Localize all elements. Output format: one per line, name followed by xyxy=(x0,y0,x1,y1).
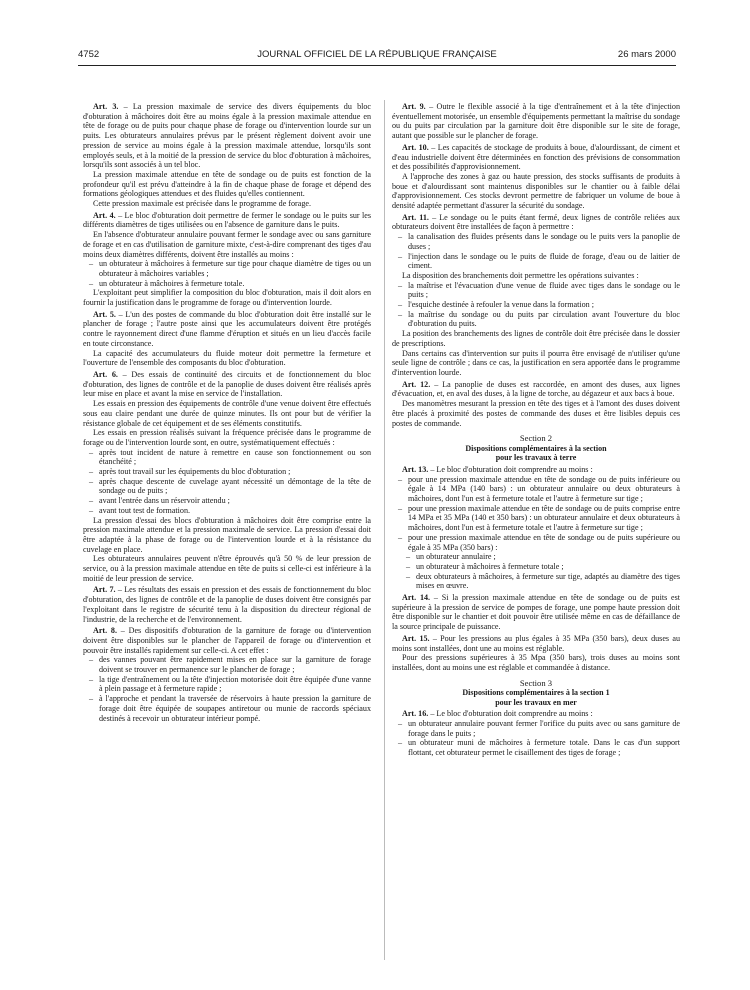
paragraph: La capacité des accumulateurs du fluide moteur doit permettre la fermeture et l'ouverture de l'ensemble des composants du bloc d'obturation. xyxy=(83,348,371,368)
list-item: – la maîtrise du sondage ou du puits par circulation avant l'ouverture du bloc d'obturation du puits. xyxy=(398,310,680,329)
article-11-list xyxy=(392,232,680,271)
article-8-list xyxy=(83,655,371,723)
paragraph: – Pour les pressions au plus égales à 35 MPa (350 bars), deux duses au moins sont installées, dont une au moins est réglable. xyxy=(392,633,680,653)
article-number: Art. 13. xyxy=(402,464,429,474)
list-item: – la canalisation des fluides présents dans le sondage ou le puits vers la panoplie de duses ; xyxy=(398,232,680,251)
section-3-subtitle xyxy=(392,688,680,707)
list-item: – l'injection dans le sondage ou le puits de fluide de forage, d'eau ou de laitier de ciment. xyxy=(398,252,680,271)
article-13-list xyxy=(392,475,680,553)
article-3 xyxy=(83,102,371,170)
list-item: – pour une pression maximale attendue en tête de sondage ou de puits inférieure ou égale à 14 MPa (140 bars) : un obturateur annulaire ou deux obturateurs à mâchoires, dont l'un est à fermeture totale et l'autre à fermeture sur tige ; xyxy=(398,475,680,504)
column-divider xyxy=(384,100,385,960)
article-number: Art. 5. xyxy=(93,309,116,319)
article-11 xyxy=(392,213,680,232)
section-subtitle-line: Dispositions complémentaires à la section 1 xyxy=(462,688,610,698)
article-number: Art. 12. xyxy=(402,379,431,389)
paragraph: Les essais en pression réalisés suivant la fréquence précisée dans le programme de forage ou de l'intervention lourde sont, en outre, systématiquement effectués : xyxy=(83,428,371,447)
article-13-sublist xyxy=(392,552,680,591)
article-number: Art. 8. xyxy=(93,626,118,636)
paragraph: La pression maximale attendue en tête de sondage ou de puits est fonction de la profondeur qu'il est prévu d'atteindre à la fin de chaque phase de forage et dépend des formations géologiques attendues et des fluides qu'elles contiennent. xyxy=(83,169,371,199)
paragraph: – L'un des postes de commande du bloc d'obturation doit être installé sur le plancher de forage ; l'autre poste ainsi que les accumulateurs doivent être protégés contre le rayonnement direct d'une flamme d'éruption et situés en un lieu d'accès facile en toute circonstance. xyxy=(83,309,371,348)
list-item: – à l'approche et pendant la traversée de réservoirs à haute pression la garniture de forage doit être équipée de soupapes antiretour ou munie de raccords spéciaux destinés à recevoir un obturateur intérieur pompé. xyxy=(89,694,371,723)
paragraph: L'exploitant peut simplifier la composition du bloc d'obturation, mais il doit alors en fournir la justification dans le programme de forage ou d'intervention lourde. xyxy=(83,288,371,308)
list-item: – avant tout test de formation. xyxy=(89,506,371,516)
section-subtitle-line: pour les travaux en mer xyxy=(495,697,577,707)
article-12 xyxy=(392,380,680,399)
paragraph: Des manomètres mesurant la pression en tête des tiges et à l'amont des duses doivent être placés à proximité des postes de commande des duses et être lisibles depuis ces postes de commande. xyxy=(392,399,680,428)
article-9 xyxy=(392,102,680,141)
article-number: Art. 3. xyxy=(93,102,119,111)
paragraph: – Le bloc d'obturation doit permettre de fermer le sondage ou le puits sur les différents diamètres de tiges utilisées ou en l'absence de garniture dans le puits. xyxy=(83,210,372,230)
article-number: Art. 7. xyxy=(93,585,116,595)
article-number: Art. 4. xyxy=(93,210,116,220)
article-7 xyxy=(83,585,371,624)
article-number: Art. 14. xyxy=(402,593,431,603)
list-item: – un obturateur annulaire ; xyxy=(406,552,680,562)
paragraph: A l'approche des zones à gaz ou haute pression, des stocks suffisants de produits à boue et d'alourdissant sont maintenus disponibles sur le chantier ou à faible délai d'approvisionnement. Ces stocks devront permettre de fabriquer un volume de boue à densité adaptée permettant d'assurer la sécurité du sondage. xyxy=(392,171,680,211)
article-4 xyxy=(83,211,371,230)
list-item: – après chaque descente de cuvelage ayant nécessité un démontage de la tête de sondage ou de puits ; xyxy=(89,477,371,496)
article-16-list xyxy=(392,719,680,758)
paragraph: – Des dispositifs d'obturation de la garniture de forage ou d'intervention doivent être disponibles sur le plancher de l'appareil de forage ou d'intervention et pouvoir être installés rapidement sur celle-ci. A cet effet : xyxy=(83,626,372,655)
list-item: – après tout travail sur les équipements du bloc d'obturation ; xyxy=(89,467,371,477)
paragraph: Les essais en pression des équipements de contrôle d'une venue doivent être effectués sous eau claire pendant une durée de quinze minutes. Ils ont pour but de vérifier la résistance globale de cet équipement et de ses éléments constitutifs. xyxy=(83,399,371,428)
paragraph: Dans certains cas d'intervention sur puits il pourra être envisagé de n'utiliser qu'une seule ligne de contrôle ; dans ce cas, la justification en sera apportée dans le programme d'intervention lourde. xyxy=(392,348,680,377)
list-item: – un obturateur à mâchoires à fermeture totale ; xyxy=(406,562,680,572)
paragraph: La disposition des branchements doit permettre les opérations suivantes : xyxy=(402,270,639,280)
article-15 xyxy=(392,634,680,653)
article-11-list-2 xyxy=(392,281,680,330)
article-13 xyxy=(392,465,680,475)
paragraph: – Les résultats des essais en pression et des essais de fonctionnement du bloc d'obturation, des lignes de contrôle et de la panoplie de duses doivent être consignés par l'exploitant dans le registre de sécurité tenu à la disposition du directeur régional de l'industrie, de la recherche et de l'environnement. xyxy=(83,585,371,624)
article-4-list xyxy=(83,259,371,288)
section-subtitle-line: pour les travaux à terre xyxy=(495,453,577,463)
article-8 xyxy=(83,626,371,655)
paragraph: En l'absence d'obturateur annulaire pouvant fermer le sondage avec ou sans garniture de forage et en cas d'utilisation de garniture mixte, c'est-à-dire comprenant des tiges d'au moins deux diamètres différents, doivent être installés au moins : xyxy=(83,230,371,259)
journal-title: JOURNAL OFFICIEL DE LA RÉPUBLIQUE FRANÇAISE xyxy=(257,49,497,60)
paragraph: – Le bloc d'obturation doit comprendre au moins : xyxy=(428,709,593,719)
paragraph: Pour des pressions supérieures à 35 Mpa (350 bars), trois duses au moins sont installées, dont au moins une est réglable et commandée à distance. xyxy=(392,653,680,672)
paragraph: La position des branchements des lignes de contrôle doit être précisée dans le dossier de prescriptions. xyxy=(392,329,680,348)
list-item: – la maîtrise et l'évacuation d'une venue de fluide avec tiges dans le sondage ou le puits ; xyxy=(398,281,680,300)
list-item: – un obturateur à mâchoires à fermeture totale. xyxy=(89,279,371,289)
section-2-subtitle xyxy=(392,444,680,463)
article-16 xyxy=(392,709,680,719)
paragraph: Les obturateurs annulaires peuvent n'être éprouvés qu'à 50 % de leur pression de service, ou à la pression maximale attendue en tête de puits si celle-ci est inférieure à la moitié de leur pression de service. xyxy=(83,554,371,583)
article-number: Art. 10. xyxy=(402,142,429,152)
list-item: – la tige d'entraînement ou la tête d'injection motorisée doit être équipée d'une vanne à plein passage et à fermeture rapide ; xyxy=(89,675,371,694)
paragraph: – Outre le flexible associé à la tige d'entraînement et à la tête d'injection éventuellement motorisée, un ensemble d'équipements permettant la maîtrise du sondage ou du puits par circulation par la garniture doit être disponible sur le site de forage, autant que possible sur le plancher de forage. xyxy=(392,102,681,141)
list-item: – après tout incident de nature à remettre en cause son fonctionnement ou son étanchéité ; xyxy=(89,448,371,467)
article-6-list xyxy=(83,448,371,516)
paragraph: – La pression maximale de service des divers équipements du bloc d'obturation à mâchoires doit être au moins égale à la pression maximale attendue en tête de forage ou de puits pour chaque phase de forage ou d'intervention lourde sur un puits. Les obturateurs annulaires prévus par le présent règlement doivent avoir une pression de service au moins égale à la pression maximale attendue, lorsqu'ils sont employés seuls, et à la moitié de la pression de service du bloc d'obturation à mâchoires, lorsqu'ils sont associés à un tel bloc. xyxy=(83,102,372,170)
paragraph: – Le bloc d'obturation doit comprendre au moins : xyxy=(428,464,593,474)
paragraph: Cette pression maximale est précisée dans le programme de forage. xyxy=(93,199,311,209)
list-item: – des vannes pouvant être rapidement mises en place sur la garniture de forage doivent se trouver en permanence sur le plancher de forage ; xyxy=(89,655,371,674)
paragraph: – Si la pression maximale attendue en tête de sondage ou de puits est supérieure à la pression de service de pompes de forage, une pompe haute pression doit être disponible sur le chantier et doit pouvoir être utilisée même en cas de défaillance de la source principale de puissance. xyxy=(392,593,680,632)
list-item: – deux obturateurs à mâchoires, à fermeture sur tige, adaptés au diamètre des tiges mises en œuvre. xyxy=(406,572,680,591)
paragraph: La pression d'essai des blocs d'obturation à mâchoires doit être comprise entre la pression maximale attendue et la pression maximale de service. La pression d'essai doit être adaptée à la phase de forage ou de l'intervention lourde et à la résistance du cuvelage en place. xyxy=(83,515,371,554)
list-item: – un obturateur annulaire pouvant fermer l'orifice du puits avec ou sans garniture de forage dans le puits ; xyxy=(398,719,680,738)
article-5 xyxy=(83,310,371,349)
list-item: – un obturateur muni de mâchoires à fermeture totale. Dans le cas d'un support flottant, cet obturateur permet le cisaillement des tiges de forage ; xyxy=(398,738,680,757)
list-item: – pour une pression maximale attendue en tête de sondage ou de puits comprise entre 14 MPa et 35 MPa (140 et 350 bars) : un obturateur annulaire et deux obturateurs à mâchoires, dont l'un est à fermeture totale et l'autre à fermeture sur tige ; xyxy=(398,504,680,533)
section-2-title: Section 2 xyxy=(519,433,553,444)
article-14 xyxy=(392,593,680,632)
article-number: Art. 6. xyxy=(93,369,118,379)
section-3-title: Section 3 xyxy=(519,677,553,688)
page-number: 4752 xyxy=(78,49,100,60)
list-item: – avant l'entrée dans un réservoir attendu ; xyxy=(89,496,371,506)
section-subtitle-line: Dispositions complémentaires à la section xyxy=(465,443,607,453)
paragraph: – Les capacités de stockage de produits à boue, d'alourdissant, de ciment et d'eau industrielle doivent être déterminées en fonction des prévisions de consommation et des possibilités d'approvisionnement. xyxy=(392,142,680,172)
publication-date: 26 mars 2000 xyxy=(617,49,676,60)
article-number: Art. 15. xyxy=(402,633,430,643)
article-10 xyxy=(392,143,680,172)
right-column xyxy=(392,100,680,758)
list-item: – l'esquiche destinée à refouler la venue dans la formation ; xyxy=(398,300,680,310)
paragraph: – Le sondage ou le puits étant fermé, deux lignes de contrôle reliées aux obturateurs doivent être installées de façon à permettre : xyxy=(392,212,680,232)
list-item: – pour une pression maximale attendue en tête de sondage ou de puits supérieure ou égale à 35 MPa (350 bars) : xyxy=(398,533,680,552)
paragraph: – La panoplie de duses est raccordée, en amont des duses, aux lignes d'évacuation, et, en aval des duses, à la ligne de torche, au dégazeur et aux bacs à boue. xyxy=(392,379,681,399)
article-6 xyxy=(83,370,371,399)
article-number: Art. 11. xyxy=(402,212,429,222)
page-header xyxy=(78,49,676,66)
article-number: Art. 16. xyxy=(402,709,429,719)
paragraph: – Des essais de continuité des circuits et de fonctionnement du bloc d'obturation, des lignes de contrôle et de la panoplie de duses doivent être réalisés après leur mise en place et avant la mise en service de l'installation. xyxy=(83,369,371,399)
left-column xyxy=(83,100,371,723)
list-item: – un obturateur à mâchoires à fermeture sur tige pour chaque diamètre de tiges ou un obturateur à mâchoires variables ; xyxy=(89,259,371,278)
article-number: Art. 9. xyxy=(402,102,426,111)
